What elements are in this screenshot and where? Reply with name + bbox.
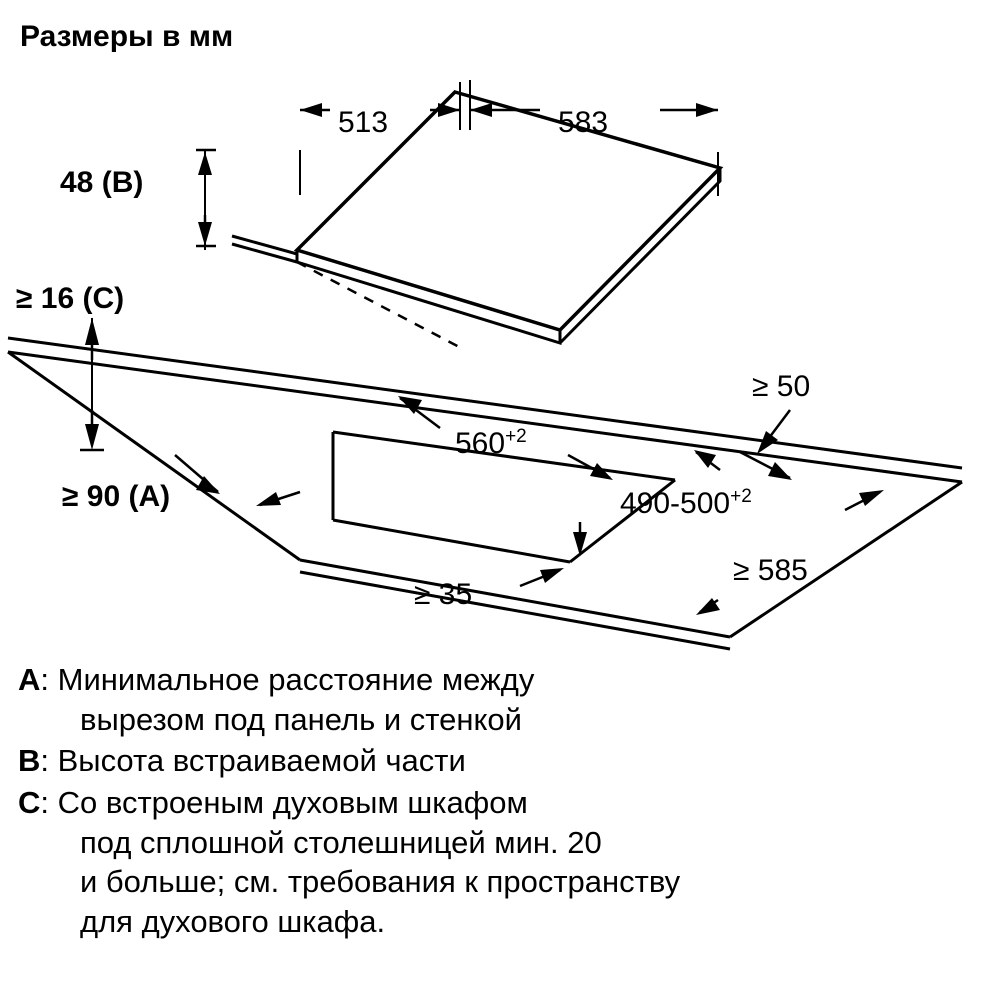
legend-text-c-line2: под сплошной столешницей мин. 20 xyxy=(80,824,602,860)
legend-text-c-line4: для духового шкафа. xyxy=(80,904,386,940)
dimension-label-gap-c: ≥ 16 (C) xyxy=(16,282,125,315)
page-title: Размеры в мм xyxy=(20,20,234,53)
legend-text-b-line1: Высота встраиваемой части xyxy=(57,743,466,779)
legend-text-c-line1: Со встроеным духовым шкафом xyxy=(57,785,528,821)
dimension-label-rear-min: ≥ 50 xyxy=(752,370,811,403)
cutout-width-value: 560 xyxy=(455,427,506,460)
cutout-width-tolerance: +2 xyxy=(505,426,527,447)
dimension-label-worktop-depth: ≥ 585 xyxy=(733,554,808,587)
dimension-label-513: 513 xyxy=(338,106,389,139)
legend-text-c-line3: и больше; см. требования к пространству xyxy=(80,864,681,900)
dimension-label-583: 583 xyxy=(558,106,609,139)
legend-key-c: C xyxy=(18,785,41,821)
legend-text-a-line2: вырезом под панель и стенкой xyxy=(80,701,522,737)
legend-key-a: A xyxy=(18,662,41,697)
cutout-depth-value: 490-500 xyxy=(620,487,731,520)
dimension-label-dist-a: ≥ 90 (A) xyxy=(62,480,171,513)
dimension-label-front-min: ≥ 35 xyxy=(414,578,473,611)
legend-colon-c: : xyxy=(40,785,58,821)
dimension-label-cutout-depth xyxy=(620,487,752,519)
legend-key-b: B xyxy=(18,743,41,779)
dimension-label-cutout-width xyxy=(455,427,527,459)
legend-entry-c xyxy=(18,783,993,942)
legend-text-a-line1: Минимальное расстояние между xyxy=(57,662,535,697)
legend xyxy=(18,660,993,944)
dimension-label-height-b: 48 (B) xyxy=(60,166,144,199)
legend-entry-b xyxy=(18,741,993,781)
cutout-depth-tolerance: +2 xyxy=(730,486,752,507)
legend-colon-a: : xyxy=(40,662,58,697)
legend-entry-a xyxy=(18,660,993,739)
legend-colon-b: : xyxy=(40,743,58,779)
